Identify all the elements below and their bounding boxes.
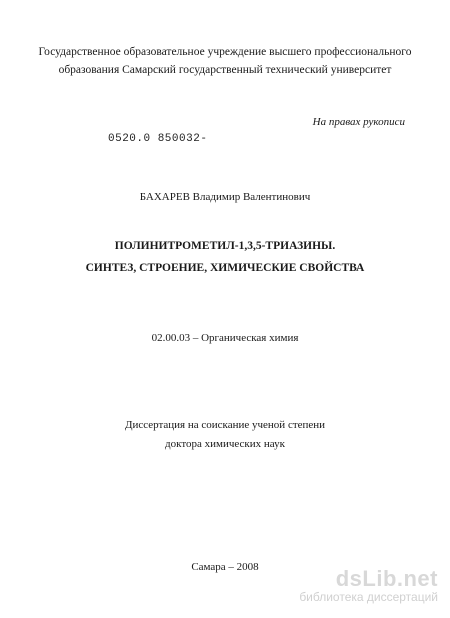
- institution-line-2: образования Самарский государственный технический университет: [58, 64, 392, 76]
- specialty: 02.00.03 – Органическая химия: [151, 332, 299, 344]
- city-year: Самара – 2008: [191, 561, 259, 573]
- institution-line-1: Государственное образовательное учреждение высшего профессионального: [38, 46, 412, 58]
- watermark: [278, 568, 438, 604]
- title-line-1: ПОЛИНИТРОМЕТИЛ-1,3,5-ТРИАЗИНЫ.: [114, 240, 336, 252]
- author-name: БАХАРЕВ Владимир Валентинович: [139, 191, 311, 203]
- degree-line-1: Диссертация на соискание ученой степени: [124, 419, 326, 431]
- watermark-logo: dsLib.net: [335, 566, 438, 591]
- rights-note: На правах рукописи: [312, 116, 405, 128]
- title-line-2: СИНТЕЗ, СТРОЕНИЕ, ХИМИЧЕСКИЕ СВОЙСТВА: [85, 262, 365, 274]
- registration-code: 0520.0 850032-: [108, 133, 208, 145]
- watermark-subtitle: библиотека диссертаций: [299, 590, 438, 604]
- degree-line-2: доктора химических наук: [165, 438, 285, 450]
